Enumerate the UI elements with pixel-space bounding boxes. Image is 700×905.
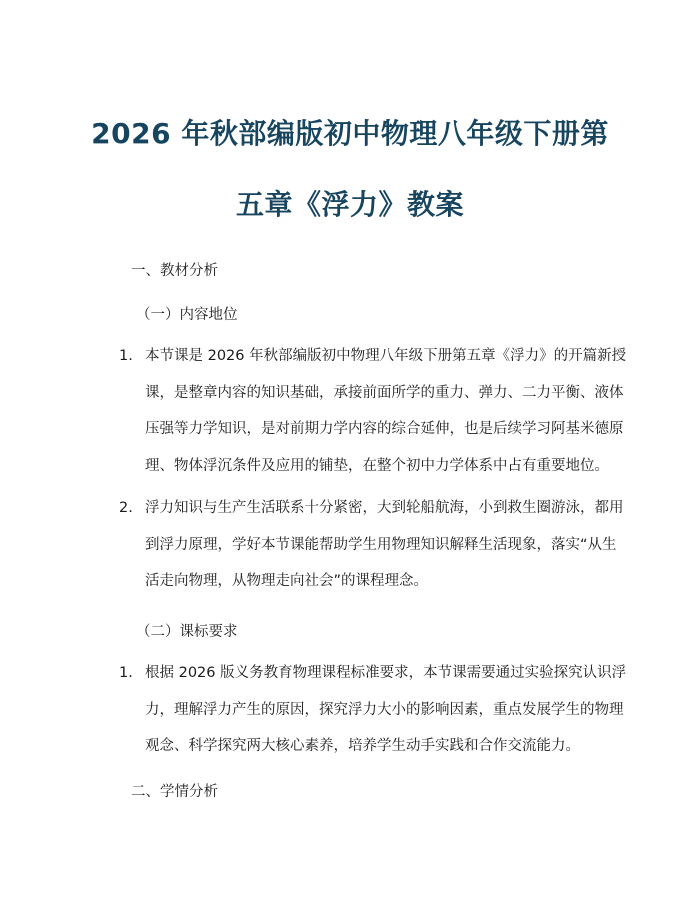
subsection-heading-curriculum-standard: （二）课标要求 <box>136 624 238 640</box>
document-title-line-2: 五章《浮力》教案 <box>235 188 464 221</box>
section-heading-textbook-analysis: 一、教材分析 <box>131 263 218 279</box>
paragraph-line: 力，理解浮力产生的原因，探究浮力大小的影响因素，重点发展学生的物理 <box>145 701 624 718</box>
list-item <box>119 655 627 765</box>
list-item-number: 1. <box>119 665 133 681</box>
paragraph-line: 活走向物理，从物理走向社会”的课程理念。 <box>145 573 429 590</box>
paragraph-line: 本节课是 2026 年秋部编版初中物理八年级下册第五章《浮力》的开篇新授 <box>145 348 627 364</box>
section-heading-student-analysis: 二、学情分析 <box>131 784 218 800</box>
paragraph-line: 观念、科学探究两大核心素养，培养学生动手实践和合作交流能力。 <box>145 738 580 755</box>
paragraph-line: 压强等力学知识，是对前期力学内容的综合延伸，也是后续学习阿基米德原 <box>145 421 624 438</box>
paragraph-line: 到浮力原理，学好本节课能帮助学生用物理知识解释生活现象，落实“从生 <box>145 536 617 553</box>
subsection-heading-content-position: （一）内容地位 <box>136 307 238 323</box>
list-item-number: 1. <box>119 348 133 364</box>
list-item <box>119 490 624 600</box>
document-title-line-1: 2026 年秋部编版初中物理八年级下册第 <box>91 117 609 150</box>
paragraph-line: 浮力知识与生产生活联系十分紧密，大到轮船航海，小到救生圈游泳，都用 <box>145 500 624 516</box>
paragraph-line: 课，是整章内容的知识基础，承接前面所学的重力、弹力、二力平衡、液体 <box>145 384 624 401</box>
paragraph-line: 根据 2026 版义务教育物理课程标准要求，本节课需要通过实验探究认识浮 <box>145 665 627 681</box>
list-item-number: 2. <box>119 500 133 516</box>
paragraph-line: 理、物体浮沉条件及应用的铺垫，在整个初中力学体系中占有重要地位。 <box>145 458 609 475</box>
list-item <box>119 338 627 485</box>
